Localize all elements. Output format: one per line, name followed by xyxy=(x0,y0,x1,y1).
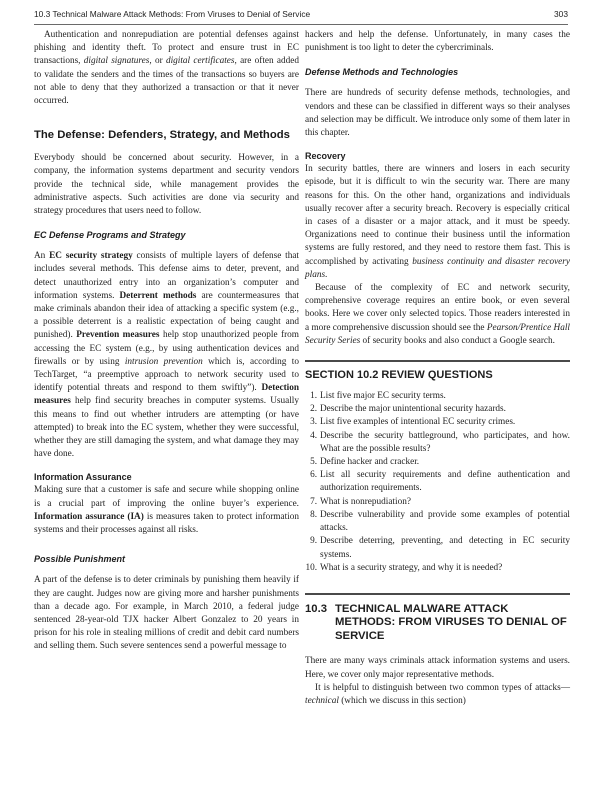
item-text: List five major EC security terms. xyxy=(320,391,446,402)
section-title: TECHNICAL MALWARE ATTACK METHODS: FROM VIRUSES TO DENIAL OF SERVICE xyxy=(335,602,567,642)
term-ec-security-strategy: EC security strategy xyxy=(49,251,133,262)
complexity-paragraph xyxy=(305,282,570,348)
term-digital-signatures: digital signatures xyxy=(83,56,150,67)
term-digital-certificates: digital certificates xyxy=(165,56,235,67)
term-information-assurance: Information assurance (IA) xyxy=(34,511,144,522)
item-number: 4. xyxy=(310,430,317,441)
punishment-heading: Possible Punishment xyxy=(34,554,126,565)
item-number: 5. xyxy=(310,457,317,468)
list-item xyxy=(305,456,570,469)
text-run: consists of multiple layers of defense that includes several methods. This defense aims to deter, prevent, and detect unauthorized entry into an organization’s computer and information systems. xyxy=(34,251,299,301)
recovery-paragraph xyxy=(305,163,570,282)
item-number: 6. xyxy=(310,470,317,481)
item-text: List five examples of intentional EC security crimes. xyxy=(320,417,516,428)
item-text: Describe the security battleground, who participates, and how. What are the possible results? xyxy=(320,430,570,454)
item-number: 10. xyxy=(305,562,317,573)
assurance-heading: Information Assurance xyxy=(34,472,132,483)
text-run: help find security breaches in computer systems. Usually this means to find out whether intruders are attempting (or have attempted) to break into the EC system, whether they were successful, whether they are still damaging the system, and what damage they may have done. xyxy=(34,396,299,460)
text-run: In security battles, there are winners and losers in each security episode, but it is difficult to win the security war. There are many reasons for this. On the other hand, organizations and individuals usually recover after a security breach. Recovery is especially critical in cases of a disaster or a major attack, and it must be speedy. Organizations need to continue their business until the information systems are fully restored, and they need to restore them fast. This is accomplished by activating xyxy=(305,164,570,267)
list-item xyxy=(305,496,570,509)
left-column xyxy=(34,29,299,654)
item-number: 7. xyxy=(310,496,317,507)
right-column xyxy=(305,29,570,708)
punishment-paragraph: A part of the defense is to deter criminals by punishing them heavily if they are caught. Judges now are giving more and harsher punishments than a decade ago. For example, in March 2010, a federal judge sentenced 28-year-old TJX hacker Albert Gonzalez to 20 years in prison for his role in stealing millions of credit and debit card numbers and selling them. Such severe sentences send a powerful message to xyxy=(34,575,299,652)
text-run: Making sure that a customer is safe and secure while shopping online is a crucial part of improving the online buyer’s experience. xyxy=(34,485,299,509)
section-paragraph-1: There are many ways criminals attack information systems and users. Here, we cover only major representative methods. xyxy=(305,656,570,680)
defense-paragraph: Everybody should be concerned about security. However, in a company, the information systems department and security vendors provide the technical side, while management provides the administrative aspects. Such activities are done via security and strategy procedures that users need to follow. xyxy=(34,153,299,217)
defense-heading: The Defense: Defenders, Strategy, and Methods xyxy=(34,129,290,142)
item-number: 2. xyxy=(310,404,317,415)
item-number: 1. xyxy=(310,391,317,402)
section-paragraph-2 xyxy=(305,682,570,708)
text-run: . xyxy=(325,269,328,280)
item-text: Define hacker and cracker. xyxy=(320,457,420,468)
item-text: What is a security strategy, and why it is needed? xyxy=(320,562,503,573)
list-item xyxy=(305,430,570,456)
text-run: Because of the complexity of EC and network security, comprehensive coverage requires an entire book, or even several books. Here we cover only selected topics. Those readers interested in a more comprehensive discussion should see the xyxy=(305,283,570,333)
text-run: help stop unauthorized people from accessing the EC system (e.g., by using authentication devices and firewalls or by using xyxy=(34,330,299,367)
text-run: are countermeasures that make criminals abandon their idea of attacking a specific system (e.g., a possible deterrent is a realistic expectation of being caught and punished). xyxy=(34,290,299,341)
text-run: , or xyxy=(149,56,166,67)
text-run: of security books and also conduct a Google search. xyxy=(360,335,555,346)
intro-paragraph xyxy=(34,29,299,108)
term-technical: technical xyxy=(305,696,339,707)
continued-paragraph: hackers and help the defense. Unfortunately, in many cases the punishment is too light to deter the cybercriminals. xyxy=(305,30,570,54)
running-head-title: 10.3 Technical Malware Attack Methods: From Viruses to Denial of Service xyxy=(34,9,311,19)
list-item xyxy=(305,509,570,535)
review-questions-heading: SECTION 10.2 REVIEW QUESTIONS xyxy=(305,360,570,382)
text-run: which is, according to TechTarget, “a preemptive approach to network security used to identify potential threats and respond to them swiftly”). xyxy=(34,356,299,394)
assurance-paragraph xyxy=(34,484,299,537)
item-text: Describe the major unintentional security hazards. xyxy=(320,404,506,415)
text-run: (which we discuss in this section) xyxy=(338,696,466,707)
text-run: An xyxy=(34,251,50,262)
programs-heading: EC Defense Programs and Strategy xyxy=(34,230,186,241)
list-item xyxy=(305,403,570,416)
term-prevention-measures: Prevention measures xyxy=(76,330,160,341)
term-deterrent-methods: Deterrent methods xyxy=(119,290,197,301)
item-text: List all security requirements and define authentication and authorization requirements. xyxy=(320,470,570,494)
section-number: 10.3 xyxy=(305,602,327,615)
term-intrusion-prevention: intrusion prevention xyxy=(124,356,203,367)
item-number: 9. xyxy=(310,536,317,547)
term-business-continuity: business continuity and disaster recovery plans xyxy=(305,256,570,280)
header-rule xyxy=(34,24,568,25)
page-number: 303 xyxy=(554,9,568,19)
list-item xyxy=(305,416,570,429)
list-item xyxy=(305,390,570,403)
text-run: It is helpful to distinguish between two common types of attacks— xyxy=(315,682,570,693)
text-run: , are often added to validate the senders and the times of the transactions so buyers are not able to deny that they authorized a transaction or that it never occurred. xyxy=(34,56,299,107)
review-questions-list xyxy=(305,390,570,575)
recovery-heading: Recovery xyxy=(305,151,346,162)
item-text: Describe vulnerability and provide some examples of potential attacks. xyxy=(320,509,570,534)
item-number: 8. xyxy=(310,509,317,520)
list-item xyxy=(305,469,570,495)
item-text: What is nonrepudiation? xyxy=(320,496,411,507)
text-run: Authentication and nonrepudiation are potential defenses against phishing and identity theft. To protect and ensure trust in EC transactions, xyxy=(34,30,299,67)
term-detection-measures: Detection measures xyxy=(34,383,299,407)
section-10-3-heading xyxy=(305,593,570,644)
book-series-title: Pearson/Prentice Hall Security Series xyxy=(305,322,570,346)
strategy-paragraph xyxy=(34,250,299,461)
list-item xyxy=(305,562,570,575)
text-run: is measures taken to protect information systems and their processes against all risks. xyxy=(34,511,299,536)
item-number: 3. xyxy=(310,417,317,428)
item-text: Describe deterring, preventing, and detecting in EC security systems. xyxy=(320,536,570,560)
list-item xyxy=(305,535,570,561)
methods-paragraph: There are hundreds of security defense methods, technologies, and vendors and these can be classified in different ways so their analyses and selection may be difficult. We introduce only some of them later in this chapter. xyxy=(305,88,570,139)
methods-heading: Defense Methods and Technologies xyxy=(305,67,459,78)
